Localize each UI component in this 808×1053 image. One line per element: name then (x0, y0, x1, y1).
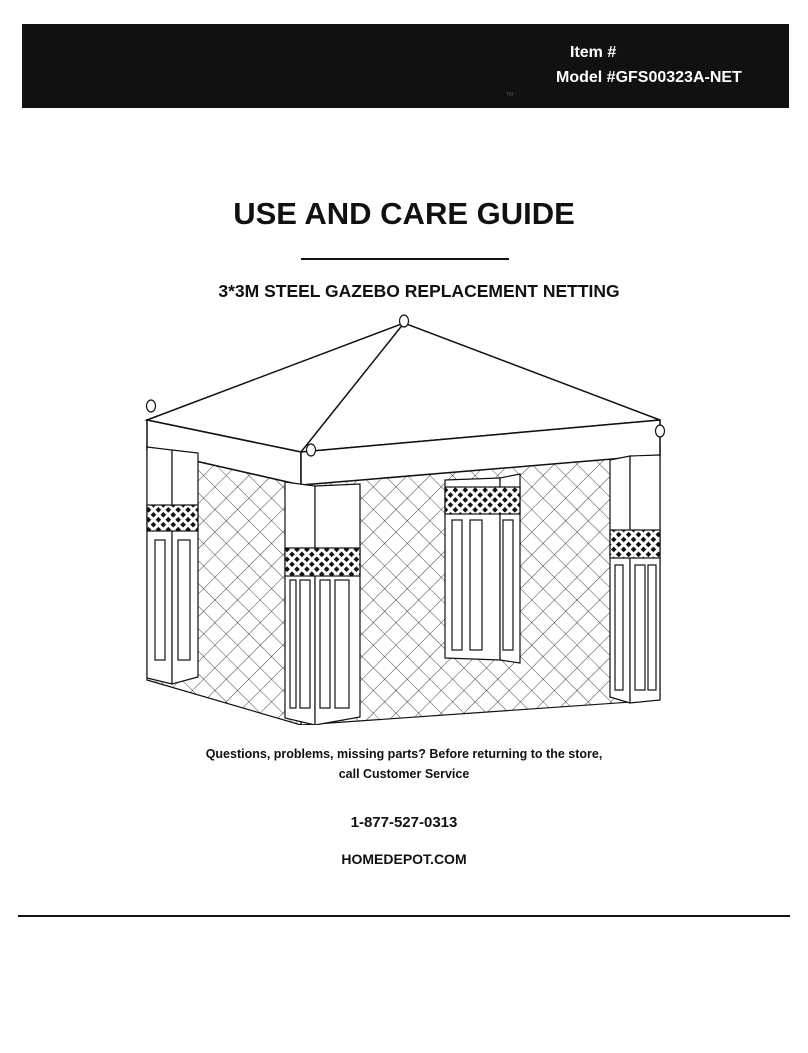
customer-service-line-2: call Customer Service (338, 767, 470, 781)
finial-front (307, 444, 316, 456)
header-bar (22, 24, 789, 108)
post-right (610, 455, 660, 703)
title-divider (301, 258, 509, 260)
finial-left (147, 400, 156, 412)
bottom-divider (18, 915, 790, 917)
post-left (147, 447, 198, 684)
finial-right (656, 425, 665, 437)
trademark-mark: TM (506, 92, 514, 98)
customer-service-line-1: Questions, problems, missing parts? Before returning to the store, (205, 747, 603, 761)
page-title: USE AND CARE GUIDE (233, 196, 575, 231)
product-subtitle: 3*3M STEEL GAZEBO REPLACEMENT NETTING (218, 281, 620, 301)
gazebo-illustration (130, 310, 675, 725)
finial-top (400, 315, 409, 327)
model-number-label: Model #GFS00323A-NET (556, 69, 742, 86)
panel-middle (445, 474, 520, 663)
post-front (285, 482, 360, 725)
customer-service-note (0, 744, 808, 784)
website-link[interactable]: HOMEDEPOT.COM (341, 851, 467, 867)
phone-number: 1-877-527-0313 (350, 814, 458, 831)
item-number-label: Item # (570, 44, 617, 61)
